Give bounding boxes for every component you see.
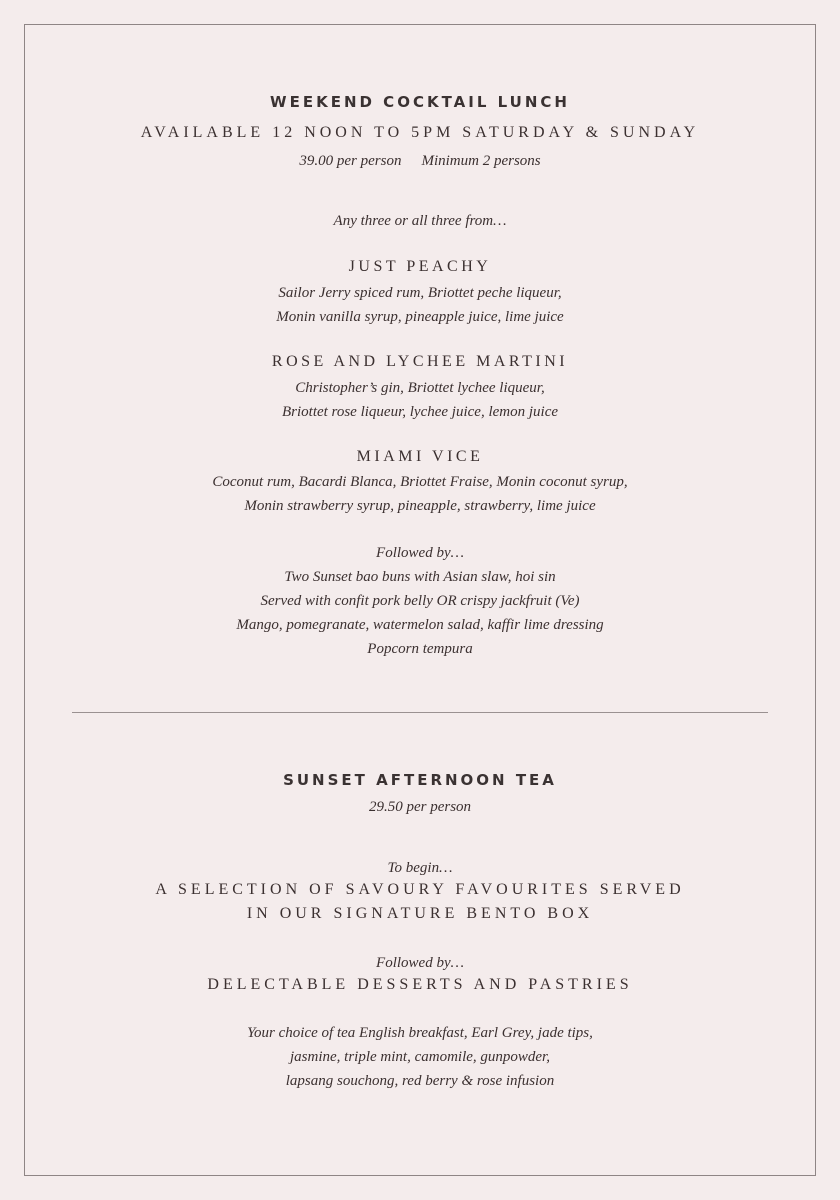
- tea-to-begin: To begin…: [387, 860, 453, 876]
- tea-desserts: DELECTABLE DESSERTS AND PASTRIES: [207, 976, 633, 993]
- cocktail-description: [0, 376, 840, 424]
- lunch-food: [0, 541, 840, 661]
- followed-by-label: Followed by…: [376, 545, 464, 561]
- cocktail-name: JUST PEACHY: [348, 258, 492, 275]
- lunch-price: 39.00 per person: [299, 153, 402, 169]
- tea-title: SUNSET AFTERNOON TEA: [283, 771, 557, 789]
- tea-savoury-line: IN OUR SIGNATURE BENTO BOX: [246, 905, 594, 922]
- lunch-title: WEEKEND COCKTAIL LUNCH: [270, 93, 570, 111]
- section-divider: [72, 712, 768, 713]
- cocktail-line: Briottet rose liqueur, lychee juice, lemon juice: [281, 404, 559, 420]
- cocktail-name: MIAMI VICE: [356, 448, 484, 465]
- cocktail-line: Coconut rum, Bacardi Blanca, Briottet Fraise, Monin coconut syrup,: [212, 474, 628, 490]
- tea-choice-line: jasmine, triple mint, camomile, gunpowder,: [290, 1049, 550, 1065]
- lunch-minimum: Minimum 2 persons: [421, 153, 541, 169]
- tea-choice-line: lapsang souchong, red berry & rose infusion: [285, 1073, 555, 1089]
- lunch-intro: Any three or all three from…: [333, 213, 507, 229]
- tea-price: 29.50 per person: [368, 799, 472, 815]
- cocktail-description: [0, 281, 840, 329]
- food-item: Served with confit pork belly OR crispy jackfruit (Ve): [260, 593, 580, 609]
- cocktail-line: Sailor Jerry spiced rum, Briottet peche liqueur,: [278, 285, 562, 301]
- tea-choice: [0, 1021, 840, 1093]
- cocktail-description: [0, 470, 840, 518]
- cocktail-line: Monin strawberry syrup, pineapple, strawberry, lime juice: [244, 498, 596, 514]
- lunch-availability: AVAILABLE 12 NOON TO 5PM SATURDAY & SUNDAY: [140, 124, 700, 141]
- tea-choice-line: Your choice of tea English breakfast, Earl Grey, jade tips,: [247, 1025, 593, 1041]
- food-item: Popcorn tempura: [367, 641, 473, 657]
- food-item: Mango, pomegranate, watermelon salad, kaffir lime dressing: [236, 617, 604, 633]
- cocktail-name: ROSE AND LYCHEE MARTINI: [271, 353, 569, 370]
- tea-followed-by: Followed by…: [376, 955, 464, 971]
- lunch-price-row: [0, 149, 840, 173]
- cocktail-line: Christopher’s gin, Briottet lychee liqueur,: [295, 380, 545, 396]
- food-item: Two Sunset bao buns with Asian slaw, hoi sin: [284, 569, 556, 585]
- tea-savoury-line: A SELECTION OF SAVOURY FAVOURITES SERVED: [155, 881, 685, 898]
- cocktail-line: Monin vanilla syrup, pineapple juice, lime juice: [276, 309, 564, 325]
